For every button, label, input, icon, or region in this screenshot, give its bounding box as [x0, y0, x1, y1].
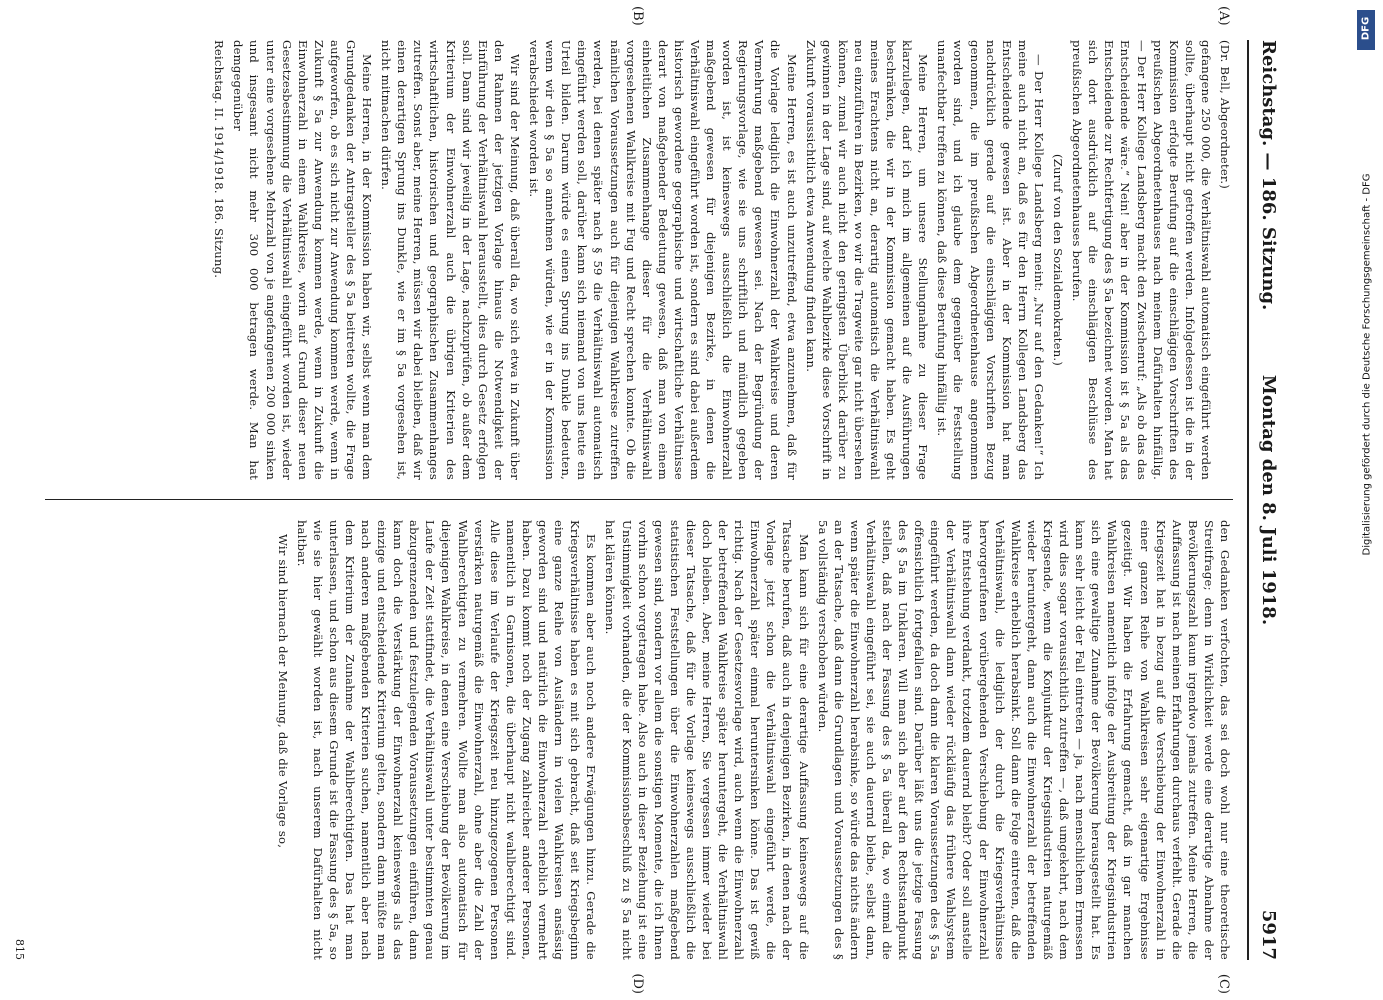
speaker-label: (Dr. Bell, Abgeordneter.) [1218, 40, 1232, 189]
dfg-logo: DFG [1357, 10, 1375, 50]
paragraph: Wir sind der Meinung, daß überall da, wo sich etwa in Zukunft über den Rahmen der jetzigen Vorlage hinaus die Notwendigkeit der Einführung der Verhältniswahl herausstellt, dies durch Gesetz erfolgen soll. Dann sind wir jeweilig in der Lage, nachzuprüfen, ob außer dem Kriterium der Einwohnerzahl auch die übrigen Kriterien des wirtschaftlichen, historischen und geographischen Zusammenhanges zutreffen. Sonst aber, meine Herren, müssen wir dabei bleiben, daß wir einen derartigen Sprung ins Dunkle, wie er im § 5a vorgesehen ist, nicht mitmachen dürfen. [379, 40, 522, 480]
paragraph: Meine Herren, in der Kommission haben wir, selbst wenn man dem Grundgedanken der Antragsteller des § 5a beitreten wollte, die Frage aufgeworfen, ob es sich nicht zur Anwendung kommen werde, wenn in Zukunft § 5a zur Anwendung kommen werde, wenn in Zukunft die Einwohnerzahl in einem Wahlkreise, worin auf Grund dieser neuen Gesetzesbestimmung die Verhältniswahl eingeführt worden ist, wieder unter eine vorgesehene Mehrzahl von je angefangenen 200 000 sinken und insgesamt nicht mehr 300 000 betragen werde. Man hat demgegenüber [231, 40, 375, 480]
interjection: (Zuruf von den Sozialdemokraten.) [1051, 153, 1066, 367]
paragraph: — Der Herr Kollege Landsberg meint: „Nur auf den Gedanken!“ Ich meine auch nicht an, daß es für den Herrn Kollegen Landsberg das Entscheidende gewesen ist. Aber in der Kommission hat man nachdrücklich gerade auf die einschlägigen Vorschriften Bezug genommen, die im preußischen Abgeordnetenhause angenommen worden sind, und ich glaube dem gegenüber die Feststellung unanfechtbar treffen zu können, daß diese Berufung hinfällig ist. [935, 40, 1046, 480]
paragraph: Wir sind hiernach der Meinung, daß die Vorlage so, [275, 534, 290, 849]
footer-reference: Reichstag. II. 1914/1918. 186. Sitzung. [212, 40, 227, 279]
digitization-credit: Digitalisierung gefördert durch die Deutsche Forschungsgemeinschaft - DFG [1361, 173, 1373, 556]
left-column [35, 40, 1233, 480]
margin-mark-a: (A) [1216, 6, 1231, 26]
header-session: Reichstag. — 186. Sitzung. [1258, 40, 1279, 311]
page-header [1245, 40, 1285, 960]
paragraph: Meine Herren, es ist auch unzutreffend, etwa anzunehmen, daß für die Vorlage lediglich die Einwohnerzahl der Wahlkreise und deren Vermehrung maßgebend gewesen sei. Nach der Begründung der Regierungsvorlage, wie sie uns schriftlich und mündlich gegeben worden ist, ist keineswegs ausschließlich die Einwohnerzahl maßgebend gewesen für diejenigen Bezirke, in denen die Verhältniswahl eingeführt worden ist, sondern es sind dabei außerdem historisch gewordene geographische und wirtschaftliche Verhältnisse derart von maßgebender Bedeutung gewesen, daß man von einem einheitlichen Zusammenhange dieser für die Verhältniswahl vorgesehenen Wahlkreise mit Fug und Recht sprechen konnte. Ob die nämlichen Voraussetzungen auch für diejenigen Wahlkreise zutreffen werden, bei denen später nach § 59 die Verhältniswahl automatisch eingeführt werden soll, darüber kann sich niemand von uns heute ein Urteil bilden. Darum würde es einen Sprung ins Dunkle bedeuten, wenn wir den § 5a so annehmen würden, wie er in der Kommission verabschiedet worden ist. [527, 40, 799, 480]
paragraph: Man kann sich für eine derartige Auffassung keineswegs auf die Tatsache berufen, daß auch in denjenigen Bezirken, in denen nach der Vorlage jetzt schon die Verhältniswahl eingeführt werde, die Einwohnerzahl später einmal heruntersinken könne. Das ist gewiß richtig. Nach der Gesetzesvorlage wird, auch wenn die Einwohnerzahl der betreffenden Wahlkreise später heruntergeht, die Verhältniswahl doch bleiben. Aber, meine Herren, Sie vergessen immer wieder bei dieser Tatsache, daß für die Vorlage keineswegs ausschließlich die statistischen Feststellungen über die Einwohnerzahlen maßgebend gewesen sind, sondern vor allem die sonstigen Momente, die ich Ihnen vorhin schon vorgetragen habe. Also auch in dieser Beziehung ist eine Unstimmigkeit vorhanden, die der Kommissionsbeschluß zu § 5a nicht hat klären können. [603, 520, 811, 960]
page-number: 5917 [1258, 909, 1279, 960]
paragraph: den Gedanken verfochten, das sei doch wohl nur eine theoretische Streitfrage; denn in Wirklichkeit werde eine derartige Abnahme der Bevölkerungszahl kaum irgendwo jemals zutreffen. Meine Herren, die Auffassung ist nach meinen Erfahrungen durchaus verfehlt. Gerade die Kriegszeit hat in bezug auf die Verschiebung der Einwohnerzahl in einer ganzen Reihe von Wahlkreisen sehr eigenartige Ergebnisse gezeitigt. Wir haben die Erfahrung gemacht, daß in gar manchen Wahlkreisen namentlich infolge der Ausbreitung der Kriegsindustrien sich eine gewaltige Zunahme der Bevölkerung herausgestellt hat. Es kann sehr leicht der Fall eintreten — ja, nach menschlichem Ermessen wird dies sogar voraussichtlich zutreffen —, daß umgekehrt, nach dem Kriegsende, wenn die Konjunktur der Kriegsindustrien naturgemäß wieder heruntergeht, dann auch die Einwohnerzahl der betreffenden Wahlkreise erheblich herabsinkt. Soll dann die Folge eintreten, daß die Verhältniswahl, die lediglich der durch die Kriegsverhältnisse hervorgerufenen vorübergehenden Verschiebung der Einwohnerzahl ihre Entstehung verdankt, trotzdem dauernd bleibt? Oder soll anstelle der Verhältniswahl dann wieder rückläufig das frühere Wahlsystem eingeführt werden, da doch dann die klaren Voraussetzungen des § 5a offensichtlich fortgefallen sind. Darüber läßt uns die jetzige Fassung des § 5a im Unklaren. Will man sich aber auf den Rechtsstandpunkt stellen, daß nach der Fassung des § 5a überall da, wo einmal die Verhältniswahl eingeführt sei, sie auch dauernd bleibe, selbst dann, wenn später die Einwohnerzahl herabsinke, so würde das nichts ändern an der Tatsache, daß dann die Grundlagen und Voraussetzungen des § 5a vollständig verschoben würden. [815, 520, 1232, 960]
page-signature: 815 [13, 939, 26, 960]
digitization-sidebar [1357, 10, 1375, 990]
margin-mark-c: (C) [1216, 973, 1231, 994]
margin-mark-b: (B) [630, 6, 645, 26]
paragraph: Meine Herren, um unsere Stellungnahme zu dieser Frage klarzulegen, darf ich mich im allgemeinen auf die Ausführungen beschränken, die wir in der Kommission gemacht haben. Es geht meines Erachtens nicht an, derartig automatisch die Verhältniswahl neu einzuführen in Bezirken, wo wir die Tragweite gar nicht übersehen können, zumal wir auch nicht den geringsten Überblick darüber zu gewinnen in der Lage sind, auf welche Wahlbezirke diese Vorschrift in Zukunft voraussichtlich etwa Anwendung finden kann. [803, 40, 931, 480]
header-date: Montag den 8. Juli 1918. [1258, 374, 1279, 626]
header-rule [1247, 40, 1249, 960]
column-divider [45, 499, 1233, 500]
right-column [35, 520, 1233, 960]
document-page [5, 0, 1295, 1000]
paragraph: Es kommen aber auch noch andere Erwägungen hinzu. Gerade die Kriegsverhältnisse haben es mit sich gebracht, daß seit Kriegsbeginn eine ganze Reihe von Ausländern in vielen Wahlkreisen ansässig geworden sind und natürlich die Einwohnerzahl erheblich vermehrt haben. Dazu kommt noch der Zugang zahlreicher anderer Personen, namentlich in Garnisonen, die überhaupt nicht wahlberechtigt sind. Alle diese im Verlaufe der Kriegszeit neu hinzugezogenen Personen verstärken naturgemäß die Einwohnerzahl, ohne aber die Zahl der Wahlberechtigten zu vermehren. Wollte man also automatisch für diejenigen Wahlkreise, in denen eine Verschiebung der Bevölkerung im Laufe der Zeit stattfindet, die Verhältniswahl unter bestimmten genau abzugrenzenden und festzulegenden Voraussetzungen einführen, dann kann doch die Verstärkung der Einwohnerzahl keineswegs als das einzige und entscheidende Kriterium gelten, sondern dann müßte man nach anderen maßgebenden Kriterien suchen, namentlich aber nach dem Kriterium der Zunahme der Wahlberechtigten. Das hat man unterlassen, und schon aus diesem Grunde ist die Fassung des § 5a, so wie sie hier gewählt worden ist, nach unserem Dafürhalten nicht haltbar. [294, 520, 599, 960]
margin-mark-d: (D) [630, 973, 645, 994]
paragraph: gefangene 250 000, die Verhältniswahl automatisch eingeführt werden sollte, überhaupt nicht getroffen werden. Infolgedessen ist die in der Kommission erfolgte Berufung auf die einschlägigen Vorschriften des preußischen Abgeordnetenhauses nach meinem Dafürhalten hinfällig. — Der Herr Kollege Landsberg macht den Zwischenruf: „Als ob das das Entscheidende wäre.“ Nein! aber in der Kommission ist § 5a als das Entscheidende zur Rechtfertigung des § 5a bezeichnet worden. Man hat sich dort ausdrücklich auf die einschlägigen Beschlüsse des preußischen Abgeordnetenhauses berufen. [1070, 40, 1213, 480]
